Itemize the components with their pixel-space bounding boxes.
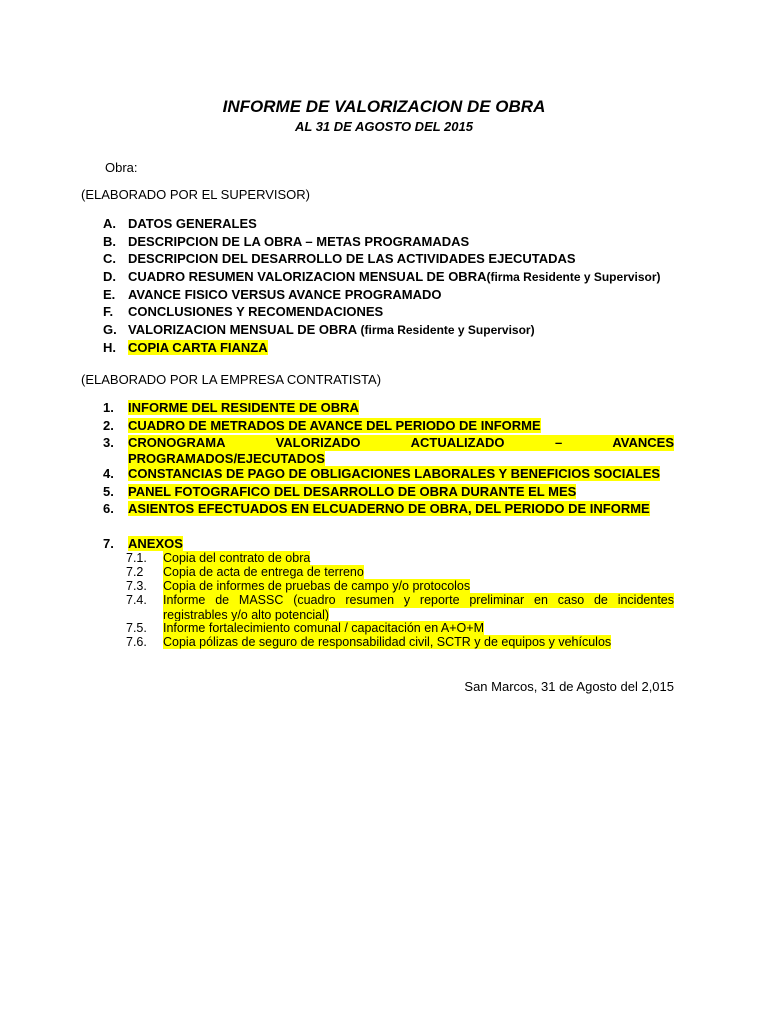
obra-label: Obra: (105, 160, 138, 175)
contractor-list-item (103, 484, 674, 500)
annex-marker: 7.5. (126, 621, 147, 635)
list-item-text: CUADRO RESUMEN VALORIZACION MENSUAL DE OBRA (128, 269, 487, 284)
list-marker: 1. (103, 400, 114, 415)
list-marker: F. (103, 304, 114, 319)
list-item-text: CONSTANCIAS DE PAGO DE OBLIGACIONES LABORALES Y BENEFICIOS SOCIALES (128, 466, 661, 481)
list-item-text-continued: PROGRAMADOS/EJECUTADOS (128, 451, 325, 466)
supervisor-list-item (103, 322, 674, 338)
list-item-note: (firma Residente y Supervisor) (486, 270, 661, 284)
list-marker: 2. (103, 418, 114, 433)
list-item-note: (firma Residente y Supervisor) (357, 323, 535, 337)
supervisor-list-item (103, 287, 674, 303)
annex-marker: 7.1. (126, 551, 147, 565)
list-item-text: CRONOGRAMA VALORIZADO ACTUALIZADO – AVANCES (128, 435, 674, 450)
document-subtitle: AL 31 DE AGOSTO DEL 2015 (295, 119, 473, 134)
contractor-list-item (103, 400, 674, 416)
supervisor-list-item (103, 304, 674, 320)
annex-item (126, 579, 674, 594)
list-item-text: DATOS GENERALES (128, 216, 257, 231)
list-marker: H. (103, 340, 116, 355)
list-item-text: ASIENTOS EFECTUADOS EN ELCUADERNO DE OBRA, DEL PERIODO DE INFORME (128, 501, 650, 516)
supervisor-list-item (103, 216, 674, 232)
list-item-text: DESCRIPCION DEL DESARROLLO DE LAS ACTIVIDADES EJECUTADAS (128, 251, 576, 266)
list-marker: 4. (103, 466, 114, 481)
annex-text: Copia de informes de pruebas de campo y/o protocolos (163, 579, 471, 593)
annex-marker: 7.3. (126, 579, 147, 593)
list-marker: B. (103, 234, 116, 249)
list-marker: D. (103, 269, 116, 284)
supervisor-list-item (103, 234, 674, 250)
contractor-list-item (103, 501, 674, 517)
annex-item (126, 593, 674, 622)
supervisor-list-item (103, 340, 674, 356)
document-title: INFORME DE VALORIZACION DE OBRA (222, 97, 546, 116)
supervisor-list-item (103, 269, 674, 285)
contractor-list-item (103, 466, 674, 482)
annex-text-continued: registrables y/o alto potencial) (163, 607, 330, 622)
annex-item (126, 565, 674, 580)
list-marker: 5. (103, 484, 114, 499)
signature-line: San Marcos, 31 de Agosto del 2,015 (464, 679, 674, 694)
list-item-text: COPIA CARTA FIANZA (128, 340, 268, 355)
annex-text: Informe fortalecimiento comunal / capacitación en A+O+M (163, 621, 484, 635)
list-marker: E. (103, 287, 116, 302)
annex-marker: 7.2 (126, 565, 144, 579)
annex-marker: 7.6. (126, 635, 147, 649)
annex-item (126, 635, 674, 650)
list-item-text: INFORME DEL RESIDENTE DE OBRA (128, 400, 359, 415)
list-marker: G. (103, 322, 117, 337)
list-item-text: CUADRO DE METRADOS DE AVANCE DEL PERIODO DE INFORME (128, 418, 541, 433)
list-item-text: CONCLUSIONES Y RECOMENDACIONES (128, 304, 384, 319)
annexes-title: ANEXOS (128, 536, 183, 551)
annexes-heading (103, 536, 674, 552)
contractor-section-heading: (ELABORADO POR LA EMPRESA CONTRATISTA) (81, 372, 382, 387)
list-marker: A. (103, 216, 116, 231)
annex-item (126, 621, 674, 636)
annex-text: Copia del contrato de obra (163, 551, 311, 565)
contractor-list-item (103, 418, 674, 434)
list-marker: 3. (103, 435, 114, 450)
annex-marker: 7.4. (126, 593, 147, 607)
supervisor-section-heading: (ELABORADO POR EL SUPERVISOR) (81, 187, 311, 202)
list-marker: C. (103, 251, 116, 266)
list-item-text: VALORIZACION MENSUAL DE OBRA (128, 322, 358, 337)
list-marker: 6. (103, 501, 114, 516)
annex-text: Copia de acta de entrega de terreno (163, 565, 364, 579)
annex-item (126, 551, 674, 566)
list-item-text: PANEL FOTOGRAFICO DEL DESARROLLO DE OBRA DURANTE EL MES (128, 484, 577, 499)
contractor-list-item (103, 435, 674, 467)
annex-text: Copia pólizas de seguro de responsabilidad civil, SCTR y de equipos y vehículos (163, 635, 612, 649)
list-item-text: DESCRIPCION DE LA OBRA – METAS PROGRAMADAS (128, 234, 470, 249)
supervisor-list-item (103, 251, 674, 267)
list-item-text: AVANCE FISICO VERSUS AVANCE PROGRAMADO (128, 287, 442, 302)
list-marker: 7. (103, 536, 114, 551)
annex-text: Informe de MASSC (cuadro resumen y reporte preliminar en caso de incidentes (163, 593, 674, 607)
